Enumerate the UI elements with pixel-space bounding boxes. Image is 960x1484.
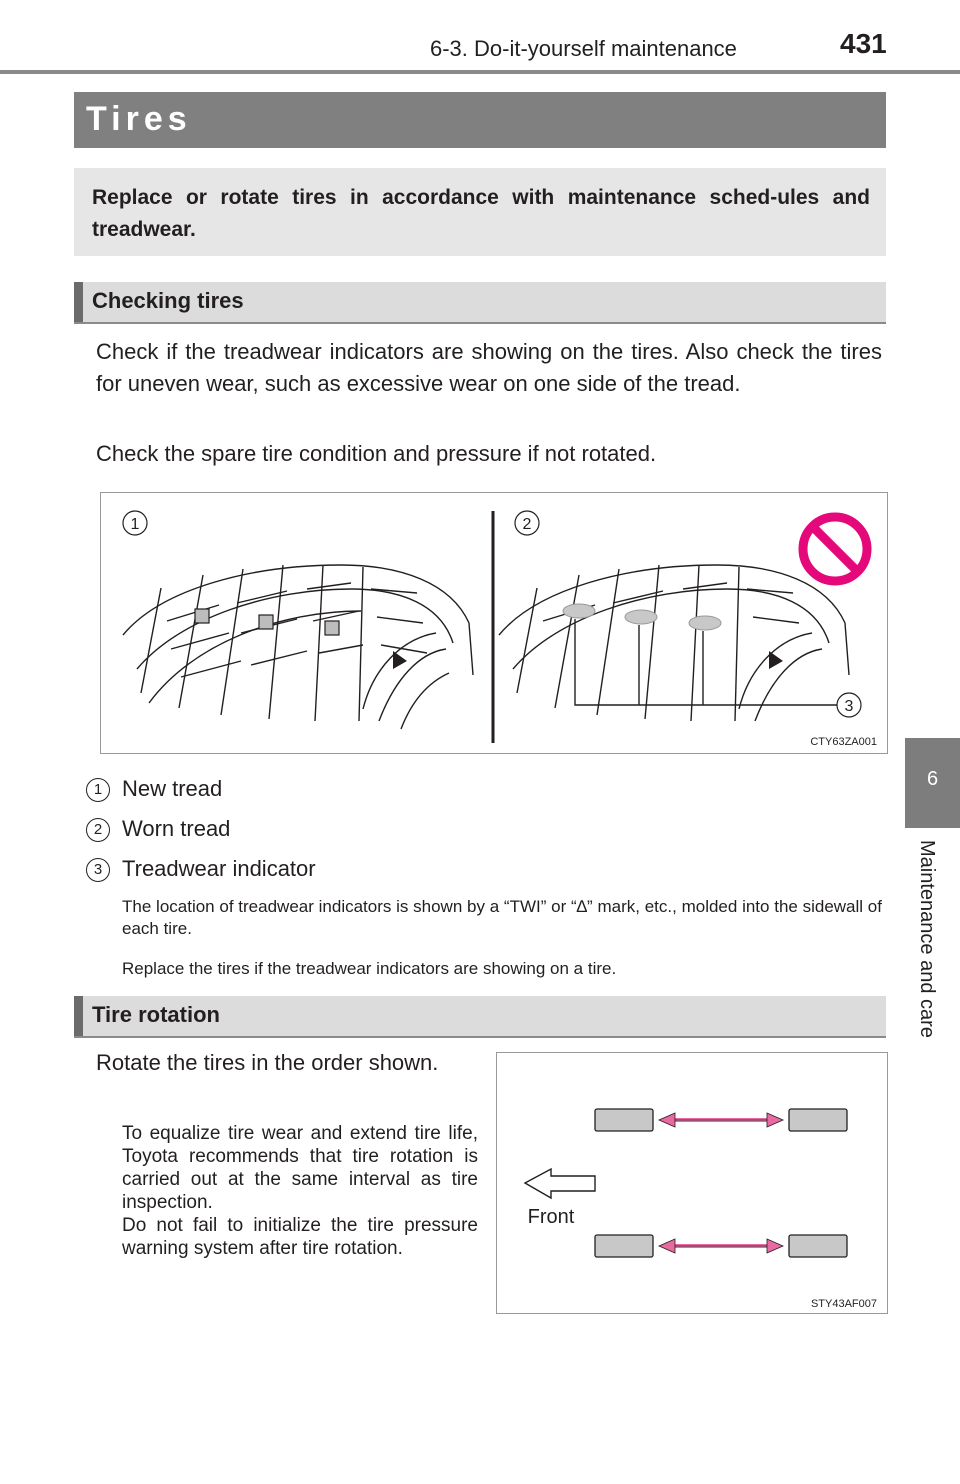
worn-tread-tire xyxy=(499,565,849,721)
legend-label: New tread xyxy=(122,776,223,801)
figure-code: STY43AF007 xyxy=(810,1298,877,1310)
rotation-paragraph: Rotate the tires in the order shown. xyxy=(96,1050,439,1075)
checking-tires-heading: Checking tires xyxy=(92,288,244,313)
intro-box xyxy=(74,168,886,256)
page-title: Tires xyxy=(86,100,192,138)
front-label: Front xyxy=(527,1206,575,1228)
rotation-note-2: Do not fail to initialize the tire pressure warning system after tire rotation. xyxy=(122,1215,478,1259)
heading-accent xyxy=(74,996,83,1036)
chapter-number: 6 xyxy=(926,768,939,790)
checking-paragraph-1: Check if the treadwear indicators are showing on the tires. Also check the tires for uneven wear, such as excessive wear on one side of the tread. xyxy=(96,339,882,396)
rotation-diagram xyxy=(497,1053,887,1313)
heading-accent xyxy=(74,282,83,322)
checking-tires-heading-bar xyxy=(74,282,886,324)
legend-number: 3 xyxy=(86,858,110,882)
callout-1 xyxy=(123,511,147,535)
legend-label: Treadwear indicator xyxy=(122,856,316,881)
tire-rear-left xyxy=(789,1109,847,1131)
legend-label: Worn tread xyxy=(122,816,231,841)
checking-paragraph-2: Check the spare tire condition and pressure if not rotated. xyxy=(96,441,657,466)
front-arrow-icon xyxy=(525,1169,595,1198)
tread-illustration xyxy=(101,493,887,753)
tire-front-left xyxy=(595,1109,653,1131)
page-number: 431 xyxy=(840,28,887,59)
new-tread-tire xyxy=(123,565,473,729)
title-bar xyxy=(74,92,886,148)
svg-text:2: 2 xyxy=(522,516,532,533)
rotation-note-1: To equalize tire wear and extend tire life, Toyota recommends that tire rotation is carried out at the same interval as tire inspection. xyxy=(122,1123,478,1213)
chapter-tab xyxy=(905,738,960,828)
tread-figure xyxy=(100,492,888,754)
callout-2 xyxy=(515,511,539,535)
rotation-arrow-bottom xyxy=(659,1239,783,1253)
header-section-title: 6-3. Do-it-yourself maintenance xyxy=(430,36,737,61)
tire-rear-right xyxy=(789,1235,847,1257)
treadwear-note-2: Replace the tires if the treadwear indicators are showing on a tire. xyxy=(122,959,617,978)
prohibited-icon xyxy=(803,517,867,581)
legend-number: 2 xyxy=(86,818,110,842)
chapter-title: Maintenance and care xyxy=(916,840,938,1038)
rotation-arrow-top xyxy=(659,1113,783,1127)
callout-3 xyxy=(837,693,861,717)
svg-text:3: 3 xyxy=(844,698,854,715)
rotation-figure xyxy=(496,1052,888,1314)
tire-rotation-heading: Tire rotation xyxy=(92,1002,220,1027)
intro-text: Replace or rotate tires in accordance with maintenance sched-ules and treadwear. xyxy=(92,186,870,241)
header-rule xyxy=(0,70,960,74)
figure-code: CTY63ZA001 xyxy=(810,736,877,748)
treadwear-note-1: The location of treadwear indicators is shown by a “TWI” or “∆” mark, etc., molded into the sidewall of each tire. xyxy=(122,897,882,938)
legend-number: 1 xyxy=(86,778,110,802)
tire-front-right xyxy=(595,1235,653,1257)
svg-text:1: 1 xyxy=(130,516,140,533)
tire-rotation-heading-bar xyxy=(74,996,886,1038)
